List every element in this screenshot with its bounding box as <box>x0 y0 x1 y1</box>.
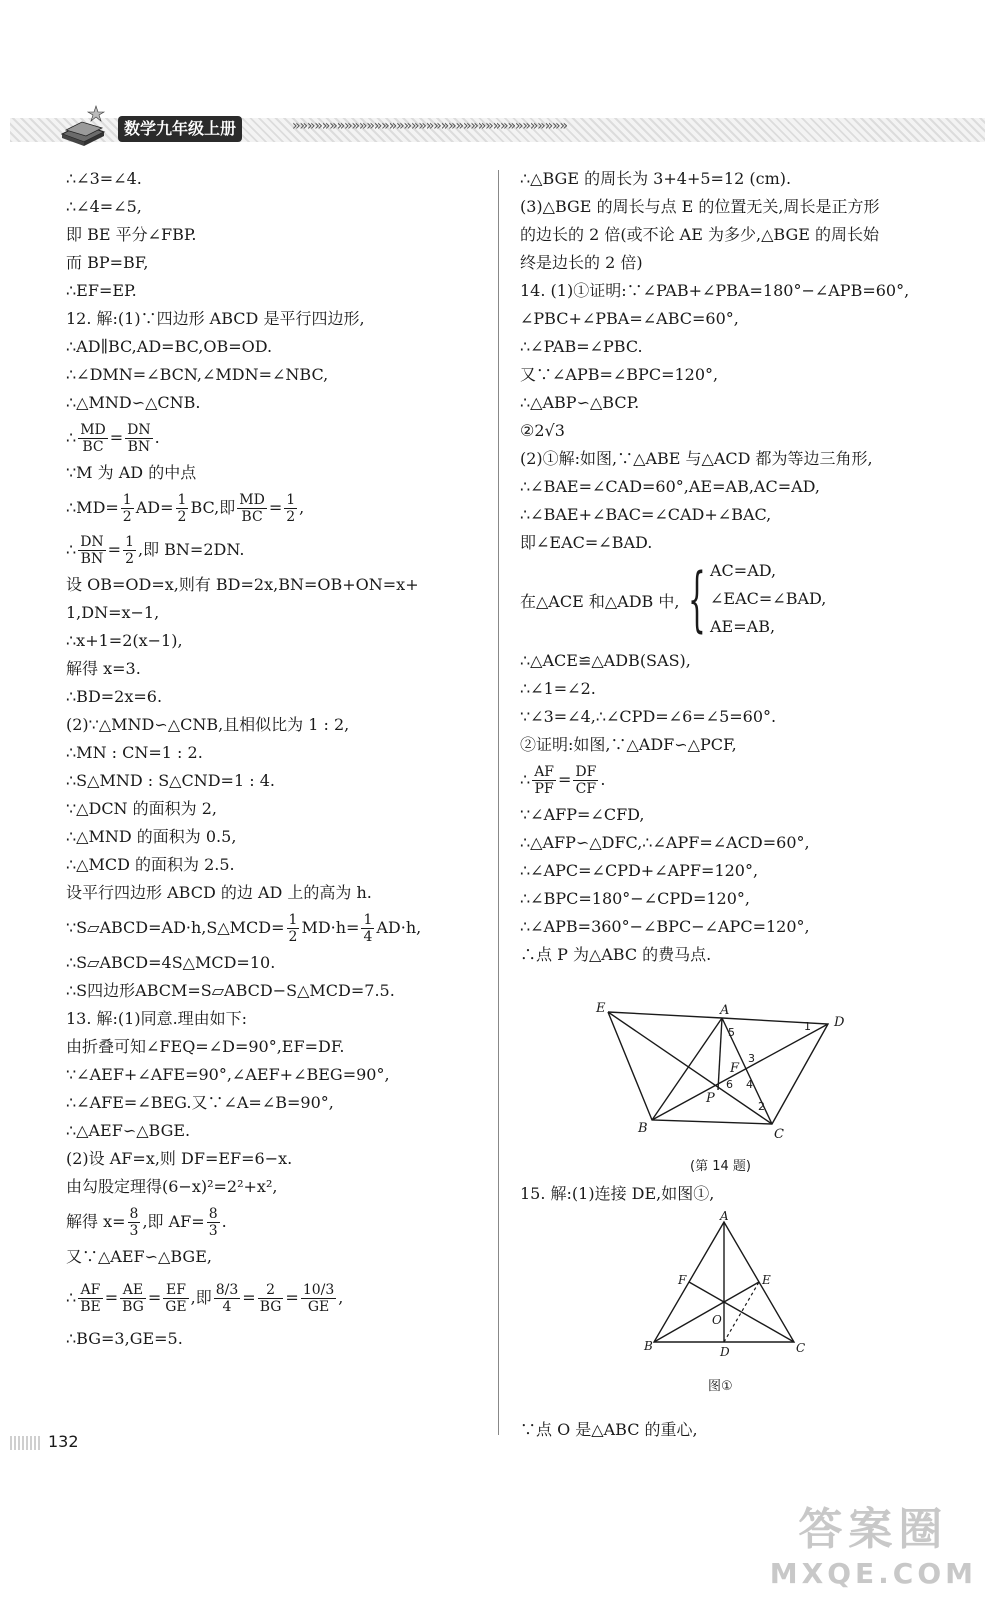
brace-lead: 在△ACE 和△ADB 中, <box>520 592 680 611</box>
fraction-line: 解得 x= $\frac{8}{3}$ ,即 AF= $\frac{8}{3}$ . <box>66 1206 227 1239</box>
book-title: 数学九年级上册 <box>118 116 242 142</box>
text-line: 解得 x=3. <box>66 659 141 678</box>
figure-14 <box>590 1000 860 1140</box>
text-line: ∴△AFP∽△DFC,∴∠APF=∠ACD=60°, <box>520 833 810 852</box>
point-label: C <box>796 1341 806 1355</box>
brace-rows <box>710 557 826 641</box>
text-line: 设 OB=OD=x,则有 BD=2x,BN=OB+ON=x+ <box>66 575 419 594</box>
text-line: ∴∠DMN=∠BCN,∠MDN=∠NBC, <box>66 365 329 384</box>
text-line: ∴AD∥BC,AD=BC,OB=OD. <box>66 337 273 356</box>
text-line: ∵M 为 AD 的中点 <box>66 463 197 482</box>
text-line: ∴EF=EP. <box>66 281 137 300</box>
text-line: 即 BE 平分∠FBP. <box>66 225 197 244</box>
text-line: ∴∠BAE=∠CAD=60°,AE=AB,AC=AD, <box>520 477 821 496</box>
text-line: 又∵∠APB=∠BPC=120°, <box>520 365 719 384</box>
fraction: $\frac{2}{BG}$ <box>259 1282 282 1315</box>
text-line: 终是边长的 2 倍) <box>520 253 643 272</box>
text-line: ∠PBC+∠PBA=∠ABC=60°, <box>520 309 739 328</box>
text-line: 即∠EAC=∠BAD. <box>520 533 653 552</box>
figure-14-caption: (第 14 题) <box>690 1159 751 1174</box>
fraction: $\frac{EF}{GE}$ <box>165 1282 187 1315</box>
left-column <box>66 165 486 1353</box>
angle-label: 4 <box>746 1078 753 1091</box>
fraction: $\frac{DN}{BN}$ <box>80 534 104 567</box>
angle-label: 3 <box>748 1052 755 1065</box>
column-divider <box>498 170 499 1435</box>
point-label: B <box>644 1339 653 1353</box>
fraction: $\frac{1}{2}$ <box>288 912 298 945</box>
fraction: $\frac{1}{2}$ <box>286 492 296 525</box>
text-line: ∴S▱ABCD=4S△MCD=10. <box>66 953 276 972</box>
text-line: ∴BD=2x=6. <box>66 687 163 706</box>
text-line: ∴△MND∽△CNB. <box>66 393 201 412</box>
fraction: $\frac{1}{2}$ <box>125 534 134 567</box>
fraction: $\frac{AF}{BE}$ <box>80 1282 101 1315</box>
text-line: ∴△ABP∽△BCP. <box>520 393 640 412</box>
fraction: $\frac{DN}{BN}$ <box>127 422 151 455</box>
page-number: 132 <box>48 1432 79 1451</box>
fraction: $\frac{8}{3}$ <box>129 1206 139 1239</box>
text-line: ∴S四边形ABCM=S▱ABCD−S△MCD=7.5. <box>66 981 395 1000</box>
text-line: (2)∵△MND∽△CNB,且相似比为 1 : 2, <box>66 715 350 734</box>
text-line: ∴∠4=∠5, <box>66 197 142 216</box>
text-line: ∵∠AFP=∠CFD, <box>520 805 645 824</box>
brace-row: ∠EAC=∠BAD, <box>710 589 827 608</box>
watermark-url: MXQE.COM <box>769 1557 977 1590</box>
text-line: (2)设 AF=x,则 DF=EF=6−x. <box>66 1149 293 1168</box>
page-mark <box>10 1436 42 1450</box>
header-chevrons: »»»»»»»»»»»»»»»»»»»»»»»»»»»»»»»»»»»»» <box>292 118 567 134</box>
point-label: A <box>720 1003 730 1018</box>
fraction: $\frac{1}{4}$ <box>363 912 373 945</box>
text-line: ∴∠1=∠2. <box>520 679 596 698</box>
text-line: ∴MN : CN=1 : 2. <box>66 743 203 762</box>
fraction: $\frac{8/3}{4}$ <box>215 1282 239 1315</box>
fraction-line: ∴ $\frac{MD}{BC}$ = $\frac{DN}{BN}$ . <box>66 422 160 455</box>
text-line: 设平行四边形 ABCD 的边 AD 上的高为 h. <box>66 883 372 902</box>
problem-15-heading: 15. 解:(1)连接 DE,如图①, <box>520 1184 715 1203</box>
text-line: ∴∠PAB=∠PBC. <box>520 337 643 356</box>
fraction-line: ∴ $\frac{AF}{PF}$ = $\frac{DF}{CF}$ . <box>520 764 606 797</box>
text-line: ∴△ACE≌△ADB(SAS), <box>520 651 691 670</box>
text-line: ∵△DCN 的面积为 2, <box>66 799 217 818</box>
text-line: ②2√3 <box>520 421 565 440</box>
text-line: ∵点 O 是△ABC 的重心, <box>520 1420 698 1439</box>
text-line: ∴点 P 为△ABC 的费马点. <box>520 945 712 964</box>
point-label: P <box>706 1091 715 1106</box>
brace-row: AC=AD, <box>710 561 777 580</box>
text-line: ∴S△MND : S△CND=1 : 4. <box>66 771 275 790</box>
text-line: 由折叠可知∠FEQ=∠D=90°,EF=DF. <box>66 1037 345 1056</box>
problem-14-heading: 14. (1)①证明:∵∠PAB+∠PBA=180°−∠APB=60°, <box>520 281 910 300</box>
watermark-logo: 答案圈 <box>798 1504 949 1555</box>
angle-label: 5 <box>728 1026 735 1039</box>
figure-15 <box>640 1210 810 1360</box>
fraction: $\frac{8}{3}$ <box>208 1206 218 1239</box>
text-line: ∴x+1=2(x−1), <box>66 631 183 650</box>
text-line: ∴∠3=∠4. <box>66 169 142 188</box>
right-column <box>520 165 970 969</box>
brace-row: AE=AB, <box>710 617 776 636</box>
fraction-line: ∵S▱ABCD=AD·h,S△MCD= $\frac{1}{2}$ MD·h= $\frac{1}{4}$ AD·h, <box>66 912 422 945</box>
point-label: D <box>720 1345 730 1359</box>
page-header <box>0 100 995 160</box>
text-line: ∴BG=3,GE=5. <box>66 1329 183 1348</box>
problem-13-heading: 13. 解:(1)同意.理由如下: <box>66 1009 248 1028</box>
text-line: ∵∠AEF+∠AFE=90°,∠AEF+∠BEG=90°, <box>66 1065 390 1084</box>
point-label: O <box>712 1313 722 1327</box>
fraction: $\frac{DF}{CF}$ <box>575 764 597 797</box>
text-line: ∵∠3=∠4,∴∠CPD=∠6=∠5=60°. <box>520 707 777 726</box>
angle-label: 6 <box>726 1078 733 1091</box>
text-line: 又∵△AEF∽△BGE, <box>66 1247 212 1266</box>
text-line: 由勾股定理得(6−x)²=2²+x², <box>66 1177 278 1196</box>
watermark <box>770 1493 977 1590</box>
text-line: ∴∠AFE=∠BEG.又∵∠A=∠B=90°, <box>66 1093 334 1112</box>
figure-15-caption: 图① <box>708 1379 733 1394</box>
text-line: ∴∠APB=360°−∠BPC−∠APC=120°, <box>520 917 810 936</box>
text-line: ②证明:如图,∵△ADF∽△PCF, <box>520 735 737 754</box>
text-line: ∴△MND 的面积为 0.5, <box>66 827 237 846</box>
fraction: $\frac{AF}{PF}$ <box>534 764 555 797</box>
fraction-line: ∴MD= $\frac{1}{2}$ AD= $\frac{1}{2}$ BC,即 $\frac{MD}{BC}$ = $\frac{1}{2}$ , <box>66 492 305 525</box>
fraction: $\frac{1}{2}$ <box>177 492 187 525</box>
fraction-line: ∴ $\frac{DN}{BN}$ = $\frac{1}{2}$ ,即 BN=2DN. <box>66 534 245 567</box>
text-line: 的边长的 2 倍(或不论 AE 为多少,△BGE 的周长始 <box>520 225 879 244</box>
point-label: C <box>774 1127 784 1140</box>
fraction: $\frac{MD}{BC}$ <box>80 422 106 455</box>
text-line: (2)①解:如图,∵△ABE 与△ACD 都为等边三角形, <box>520 449 873 468</box>
left-brace: { <box>688 558 706 640</box>
fraction-line: ∴ $\frac{AF}{BE}$ = $\frac{AE}{BG}$ = $\frac{EF}{GE}$ ,即 $\frac{8/3}{4}$ = $\frac{2}{BG}$ = $\frac{10/3}{GE}$ , <box>66 1282 344 1315</box>
fraction: $\frac{AE}{BG}$ <box>122 1282 144 1315</box>
fraction: $\frac{10/3}{GE}$ <box>302 1282 335 1315</box>
angle-label: 2 <box>758 1100 765 1113</box>
text-line: ∴∠APC=∠CPD+∠APF=120°, <box>520 861 759 880</box>
text-line: (3)△BGE 的周长与点 E 的位置无关,周长是正方形 <box>520 197 880 216</box>
text-line: 1,DN=x−1, <box>66 603 160 622</box>
brace-system <box>520 557 970 647</box>
text-line: ∴△MCD 的面积为 2.5. <box>66 855 235 874</box>
point-label: D <box>834 1015 845 1030</box>
text-line: 而 BP=BF, <box>66 253 149 272</box>
point-label: F <box>730 1061 740 1076</box>
fraction: $\frac{1}{2}$ <box>122 492 132 525</box>
point-label: B <box>638 1121 648 1136</box>
point-label: F <box>678 1273 687 1287</box>
text-line: ∴△AEF∽△BGE. <box>66 1121 191 1140</box>
text-line: ∴∠BAE+∠BAC=∠CAD+∠BAC, <box>520 505 772 524</box>
book-icon <box>58 104 108 146</box>
point-label: A <box>720 1210 729 1223</box>
text-line: ∴∠BPC=180°−∠CPD=120°, <box>520 889 750 908</box>
fraction: $\frac{MD}{BC}$ <box>239 492 265 525</box>
point-label: E <box>762 1273 771 1287</box>
angle-label: 1 <box>804 1020 811 1033</box>
text-line: ∴△BGE 的周长为 3+4+5=12 (cm). <box>520 169 792 188</box>
problem-12-heading: 12. 解:(1)∵四边形 ABCD 是平行四边形, <box>66 309 365 328</box>
point-label: E <box>596 1001 606 1016</box>
